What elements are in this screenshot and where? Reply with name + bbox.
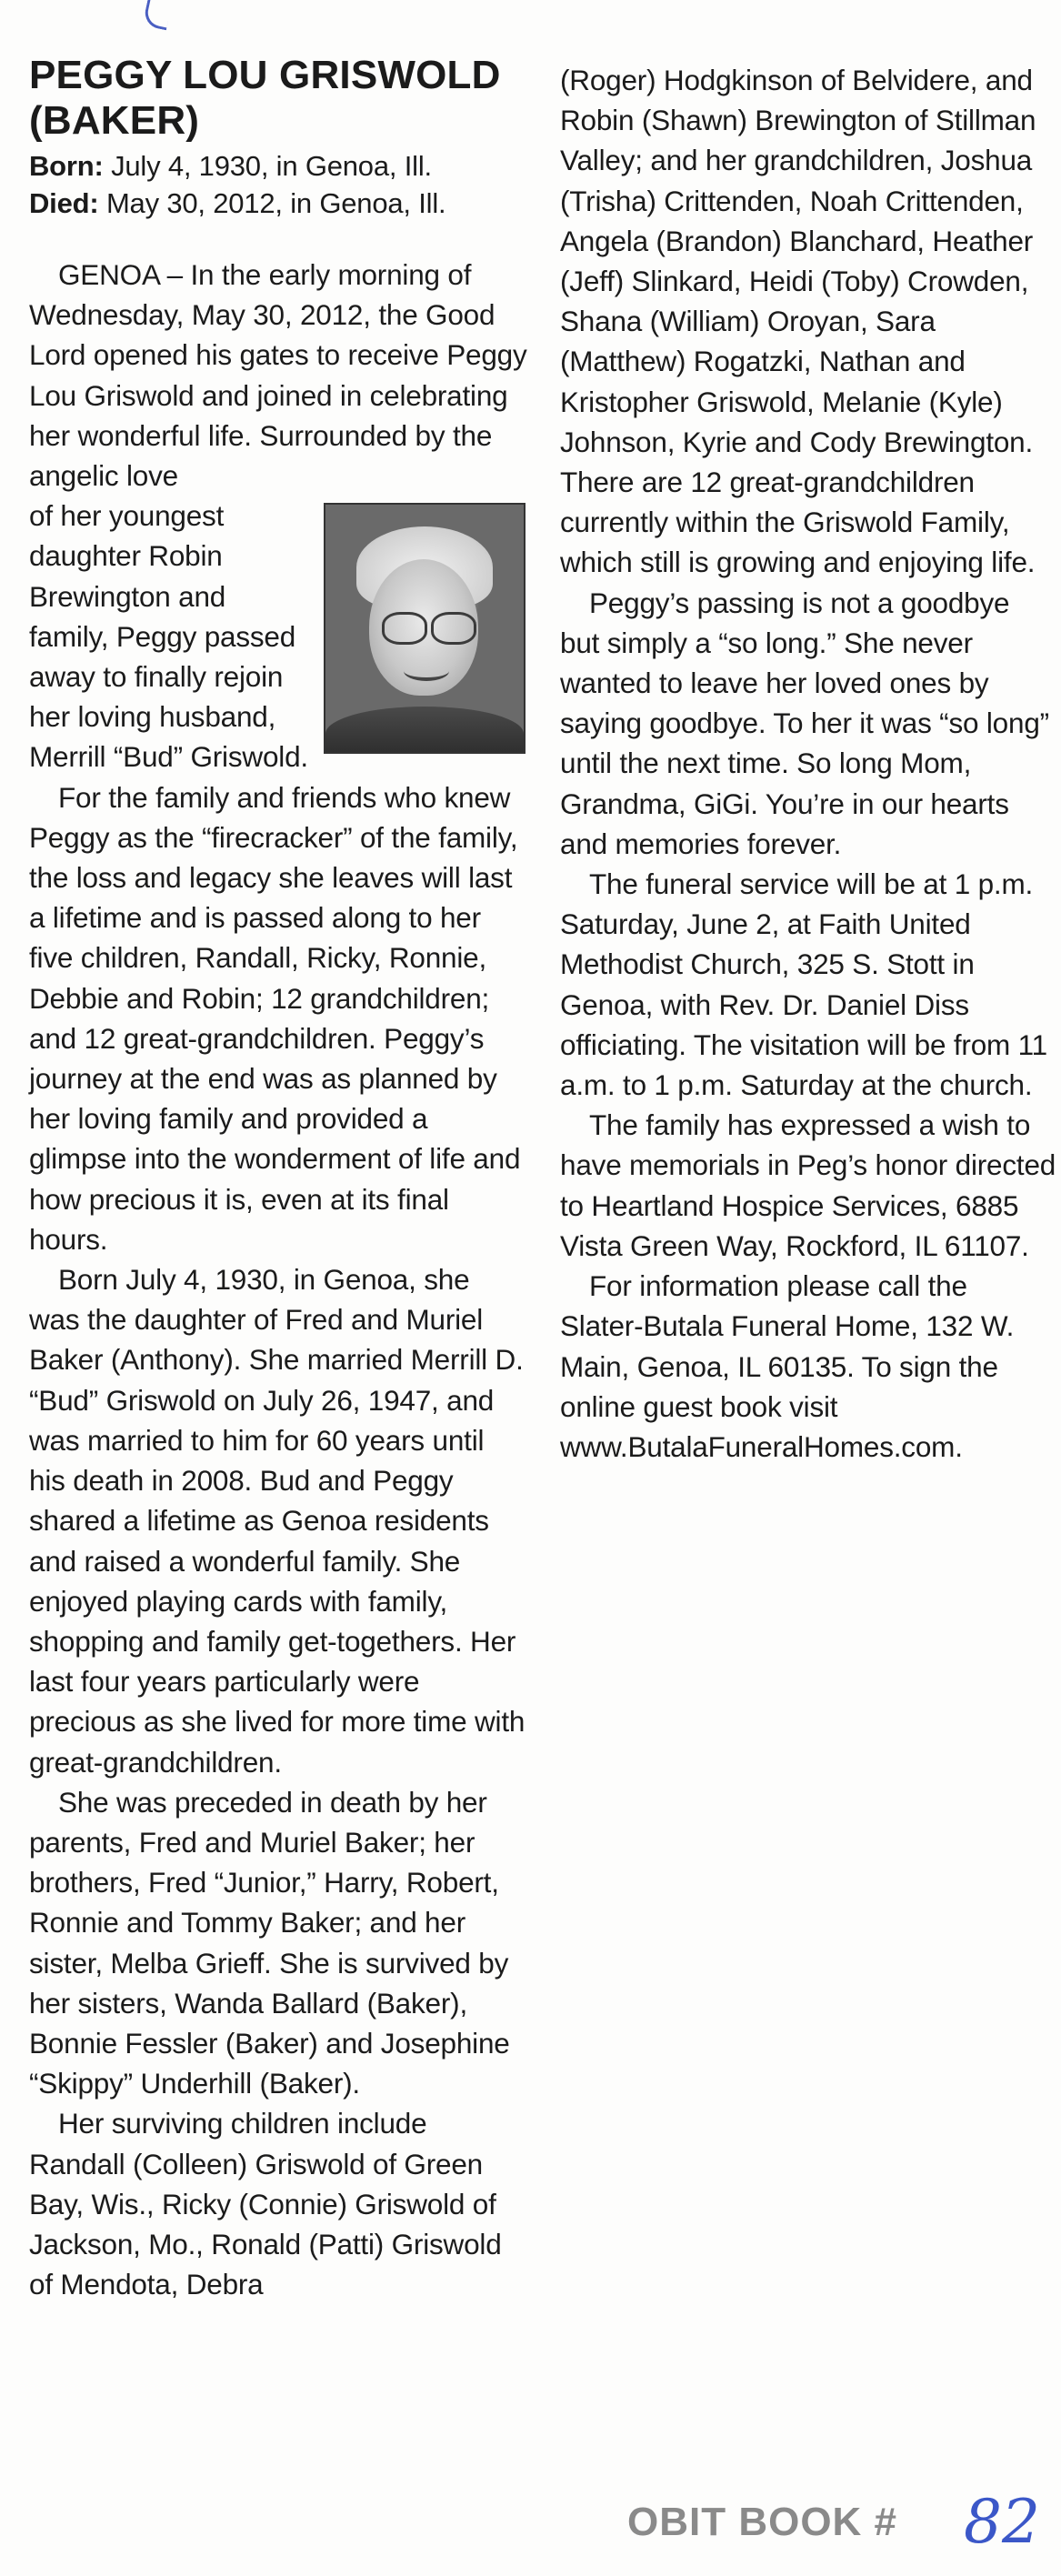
- obit-book-label: OBIT BOOK #: [627, 2500, 898, 2544]
- obit-book-number: 82: [964, 2487, 1040, 2557]
- title-line-2: (BAKER): [29, 98, 200, 143]
- paragraph-7: Peggy’s passing is not a goodbye but simply a “so long.” She never wanted to leave her loved ones by saying goodbye. To her it was “so long” until the next time. So long Mom, Grandma, GiGi. You’re in our hearts and memories forever.: [560, 586, 1049, 860]
- paragraph-5: Her surviving children include Randall (Colleen) Griswold of Green Bay, Wis., Ricky (Connie) Griswold of Jackson, Mo., Ronald (Patti) Griswold of Mendota, Debra: [29, 2107, 502, 2301]
- paragraph-10: For information please call the Slater-Butala Funeral Home, 132 W. Main, Genoa, IL 60135. To sign the online guest book visit www.ButalaFuneralHomes.com.: [560, 1269, 1015, 1463]
- died-value: May 30, 2012, in Genoa, Ill.: [105, 187, 446, 219]
- portrait-photo: [324, 503, 525, 754]
- paragraph-4: She was preceded in death by her parents, Fred and Muriel Baker; her brothers, Fred “Junior,” Harry, Robert, Ronnie and Tommy Baker; and her sister, Melba Grieff. She is survived by her sisters, Wanda Ballard (Baker), Bonnie Fessler (Baker) and Josephine “Skippy” Underhill (Baker).: [29, 1785, 510, 2100]
- paragraph-9: The family has expressed a wish to have memorials in Peg’s honor directed to Heartland Hospice Services, 6885 Vista Green Way, Rockford, IL 61107.: [560, 1108, 1056, 1262]
- born-label: Born:: [29, 150, 104, 182]
- paragraph-8: The funeral service will be at 1 p.m. Saturday, June 2, at Faith United Methodist Church, 325 S. Stott in Genoa, with Rev. Dr. Daniel Diss officiating. The visitation will be from 11 a.m. to 1 p.m. Saturday at the church.: [560, 867, 1047, 1102]
- paragraph-1a: GENOA – In the early morning of Wednesday, May 30, 2012, the Good Lord opened his gates to receive Peggy Lou Griswold and joined in celebrating her wonderful life. Surrounded by the angelic love: [29, 258, 527, 493]
- paragraph-3: Born July 4, 1930, in Genoa, she was the daughter of Fred and Muriel Baker (Anthony). She married Merrill D. “Bud” Griswold on July 26, 1947, and was married to him for 60 years until his death in 2008. Bud and Peggy shared a lifetime as Genoa residents and raised a wonderful family. She enjoyed playing cards with family, shopping and family get-togethers. Her last four years particularly were precious as she lived for more time with great-grandchildren.: [29, 1263, 525, 1779]
- paragraph-6: (Roger) Hodgkinson of Belvidere, and Robin (Shawn) Brewington of Stillman Valley; and her grandchildren, Joshua (Trisha) Crittenden, Noah Crittenden, Angela (Brandon) Blanchard, Heather (Jeff) Slinkard, Heidi (Toby) Crowden, Shana (William) Oroyan, Sara (Matthew) Rogatzki, Nathan and Kristopher Griswold, Melanie (Kyle) Johnson, Kyrie and Cody Brewington. There are 12 great-grandchildren currently within the Griswold Family, which still is growing and enjoying life.: [560, 64, 1036, 579]
- obituary-title: [29, 53, 527, 144]
- born-line: [29, 147, 527, 185]
- born-value: July 4, 1930, in Genoa, Ill.: [111, 150, 432, 182]
- died-label: Died:: [29, 187, 99, 219]
- paragraph-1b: of her youngest daughter Robin Brewington and family, Peggy passed away to finally rejoin her loving husband, Merrill “Bud” Griswold.: [29, 499, 308, 774]
- pen-mark: [142, 0, 173, 30]
- obit-book-footer: [627, 2487, 1055, 2557]
- right-column: [560, 60, 1056, 1467]
- died-line: [29, 185, 527, 222]
- title-line-1: PEGGY LOU GRISWOLD: [29, 53, 501, 97]
- paragraph-2: For the family and friends who knew Peggy as the “firecracker” of the family, the loss and legacy she leaves will last a lifetime and is passed along to her five children, Randall, Ricky, Ronnie, Debbie and Robin; 12 grandchildren; and 12 great-grandchildren. Peggy’s journey at the end was as planned by her loving family and provided a glimpse into the wonderment of life and how precious it is, even at its final hours.: [29, 780, 521, 1256]
- left-column: [29, 53, 527, 2304]
